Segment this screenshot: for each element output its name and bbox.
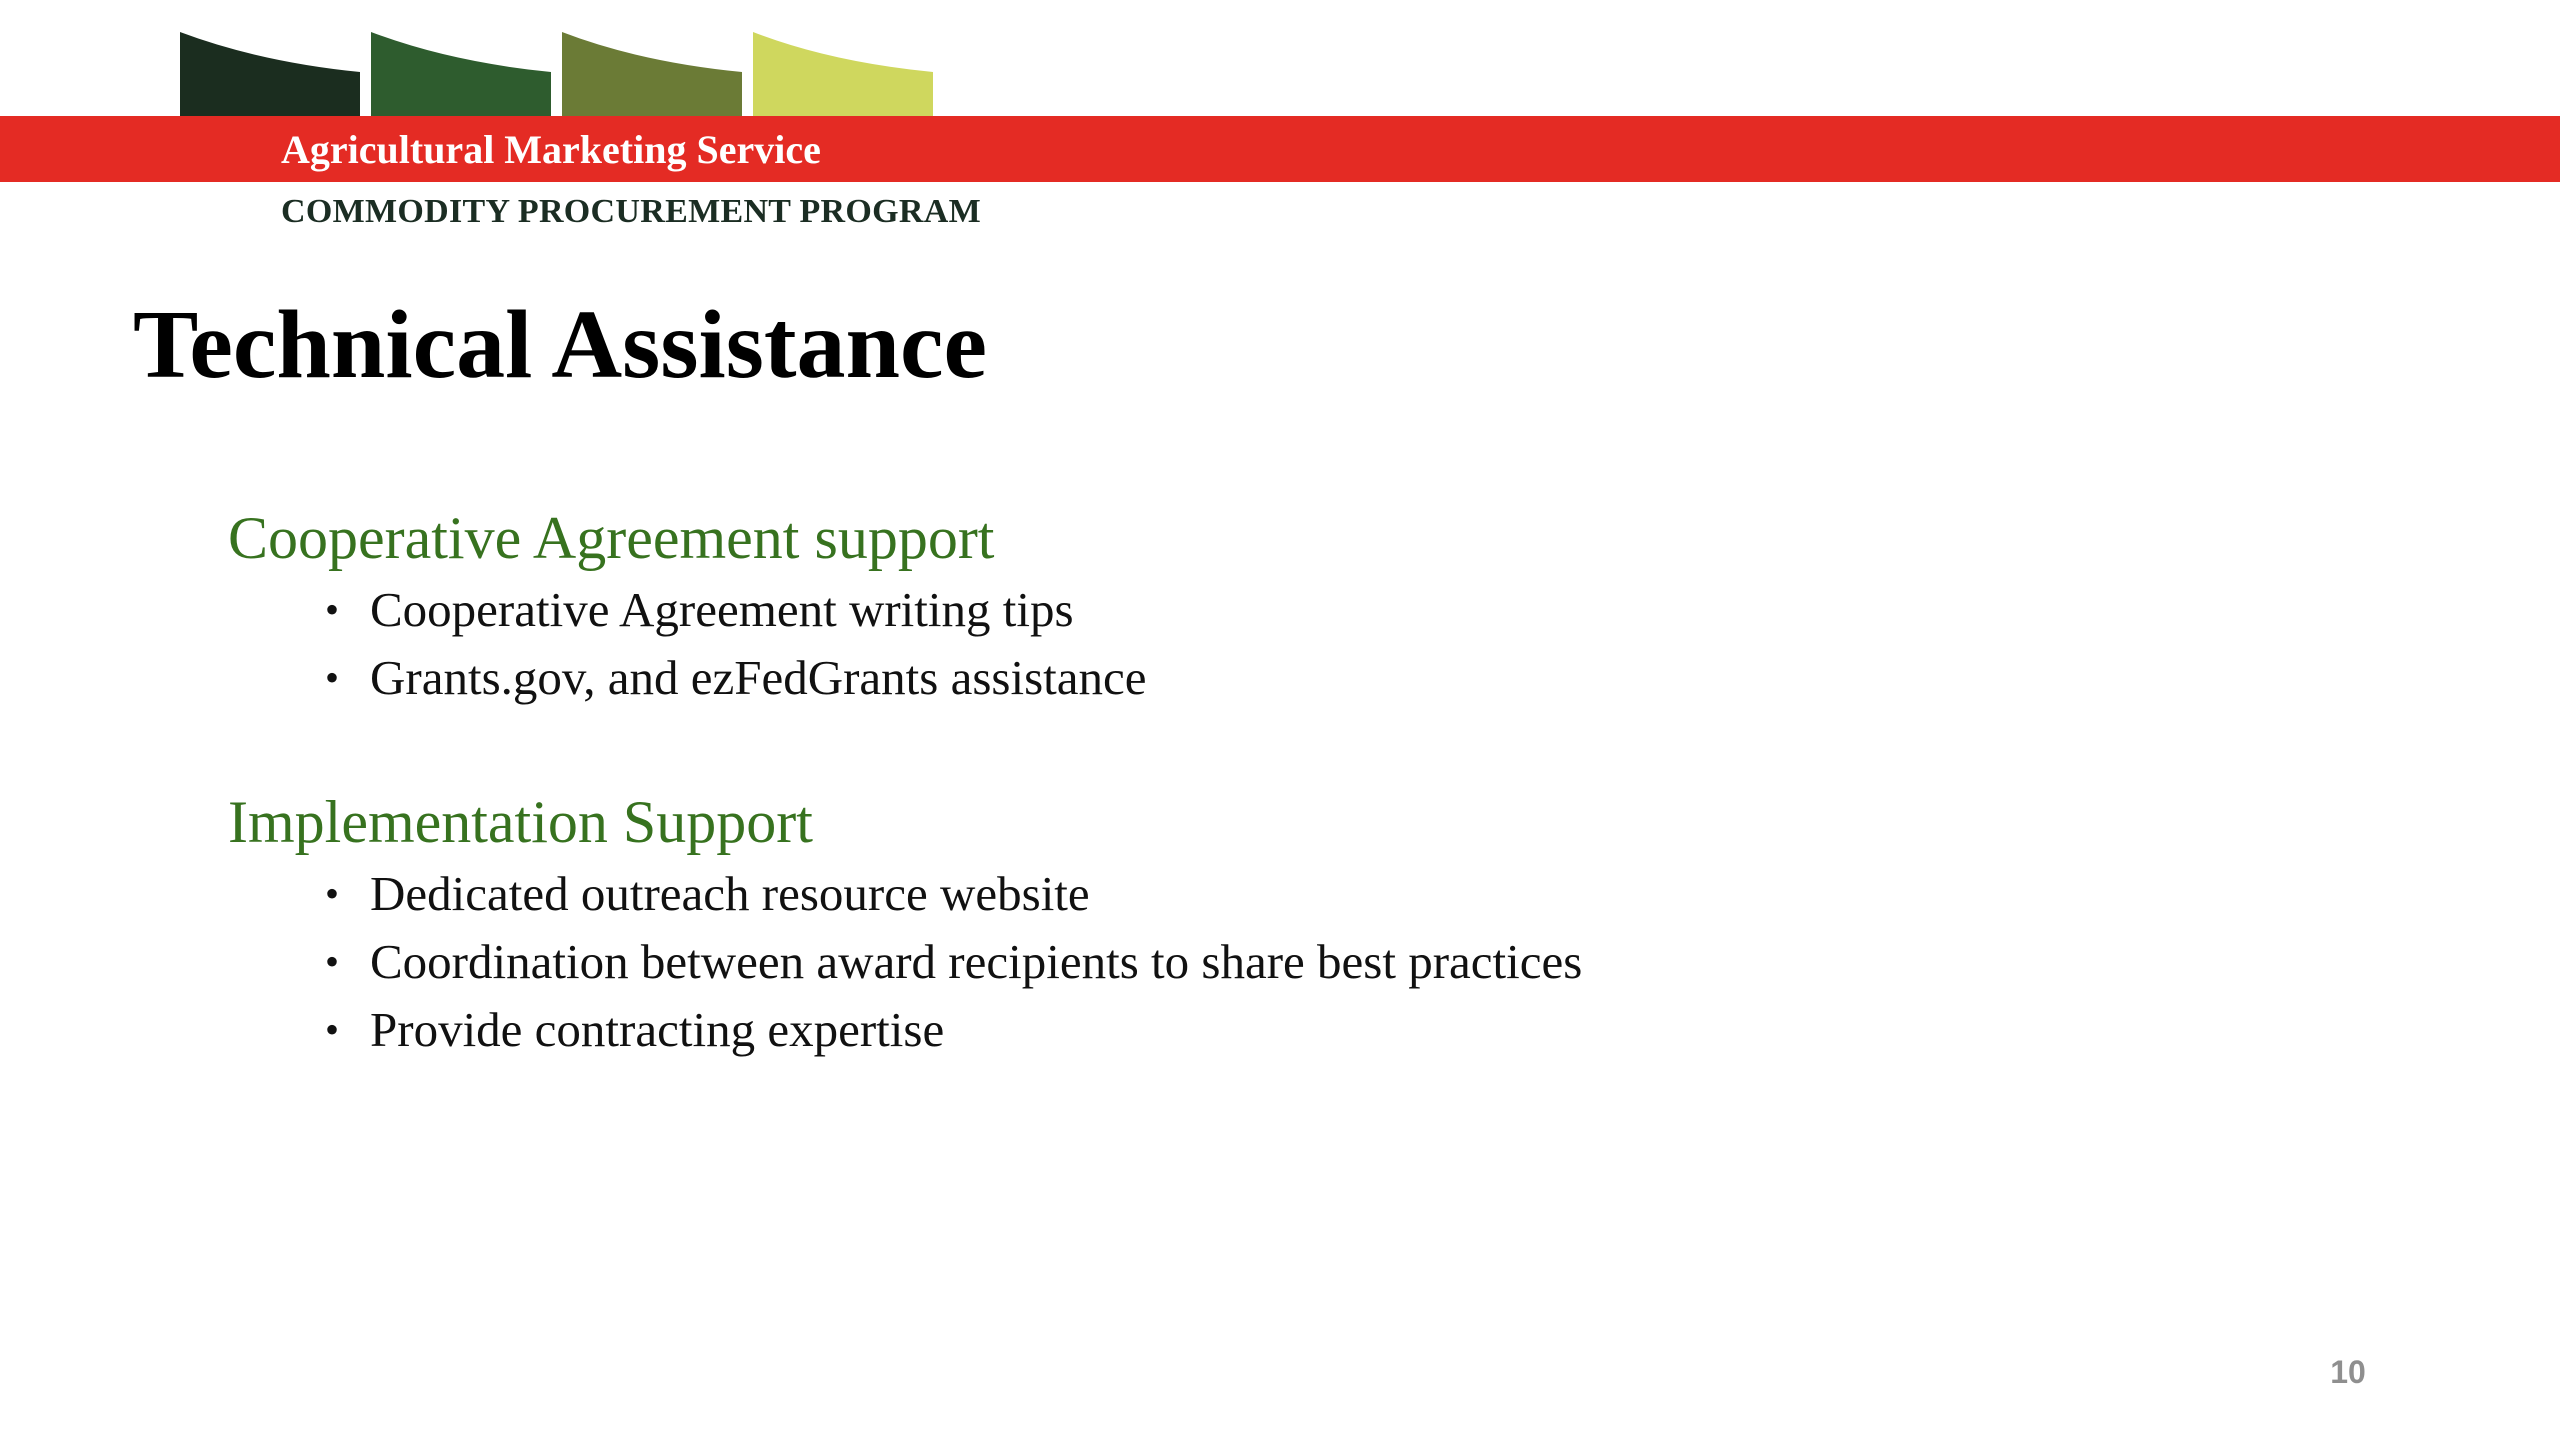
bullet-dot-icon: • [325, 655, 340, 700]
bullet-list [228, 860, 2328, 1064]
logo-tab-dark-green [180, 32, 360, 118]
logo-tab-olive [562, 32, 742, 118]
slide-title: Technical Assistance [133, 291, 987, 399]
bullet-dot-icon: • [325, 871, 340, 916]
bullet-item [325, 644, 2328, 712]
agency-logo-tabs [0, 0, 2560, 120]
bullet-text: Provide contracting expertise [370, 1002, 945, 1057]
bullet-text: Grants.gov, and ezFedGrants assistance [370, 650, 1147, 705]
page-number: 10 [2330, 1354, 2366, 1390]
bullet-item [325, 928, 2328, 996]
bullet-dot-icon: • [325, 939, 340, 984]
agency-name: Agricultural Marketing Service [281, 127, 821, 172]
bullet-item [325, 860, 2328, 928]
section-cooperative-agreement [228, 500, 2328, 712]
bullet-dot-icon: • [325, 587, 340, 632]
program-name: COMMODITY PROCUREMENT PROGRAM [281, 193, 981, 230]
logo-tab-green [371, 32, 551, 118]
bullet-text: Dedicated outreach resource website [370, 866, 1090, 921]
bullet-item [325, 996, 2328, 1064]
slide-content [228, 500, 2328, 1136]
logo-tab-lime [753, 32, 933, 118]
section-heading: Implementation Support [228, 789, 813, 855]
bullet-list [228, 576, 2328, 712]
bullet-item [325, 576, 2328, 644]
section-implementation-support [228, 784, 2328, 1064]
bullet-text: Coordination between award recipients to share best practices [370, 934, 1583, 989]
section-heading: Cooperative Agreement support [228, 505, 995, 571]
bullet-text: Cooperative Agreement writing tips [370, 582, 1074, 637]
bullet-dot-icon: • [325, 1007, 340, 1052]
